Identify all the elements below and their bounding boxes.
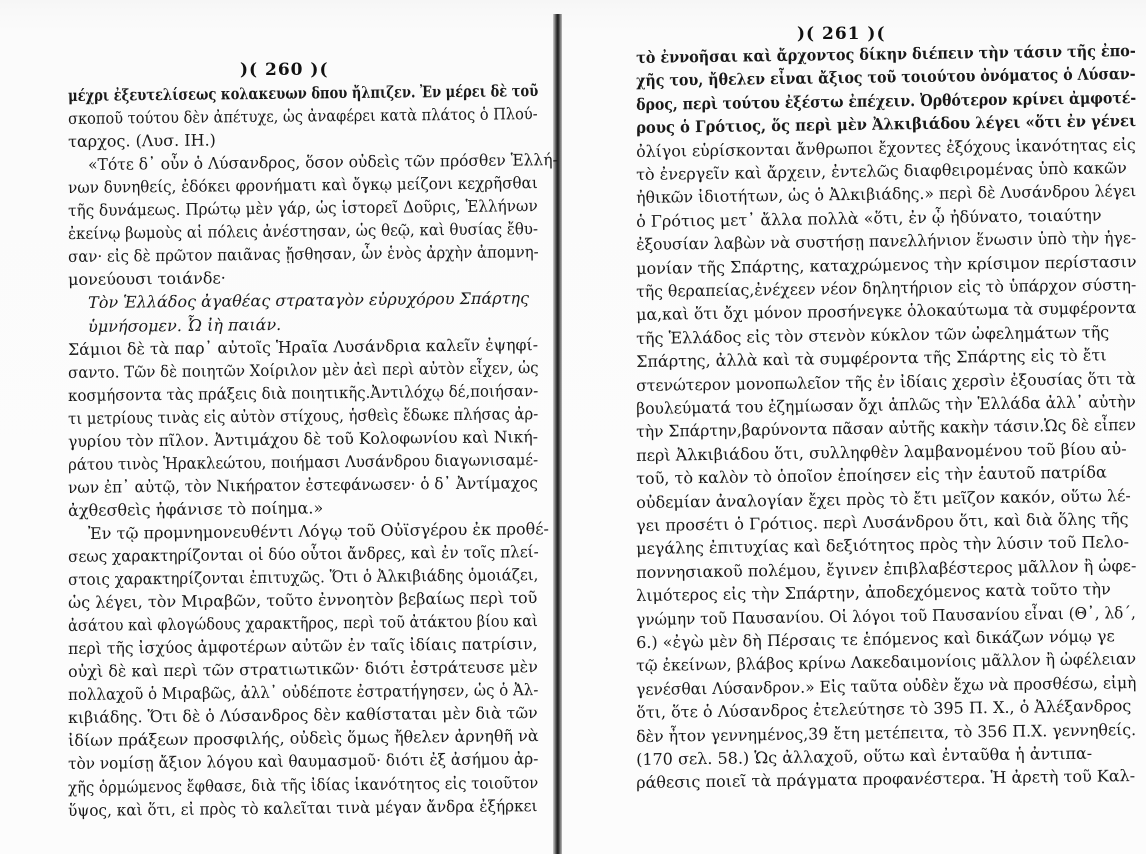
text-line: τῷ ἐκείνων, βλάβος κρίνω Λακεδαιμονίοις μᾶλλον ἢ ὠφέλειαν [636, 649, 1137, 676]
text-line: ἐξουσίαν λαβὼν νὰ συστήσῃ πανελλήνιον ἕνωσιν ὑπὸ τὴν ἡγε- [636, 228, 1137, 255]
text-line: λιμότερος εἰς τὴν Σπάρτην, ἀποδεχόμενος κατὰ τοῦτο τὴν [636, 579, 1111, 606]
text-line: χῆς του, ἤθελεν εἶναι ἄξιος τοῦ τοιούτου ὀνόματος ὁ Λύσαν- [636, 64, 1136, 91]
text-line: ὑμνήσομεν. Ὦ ἰὴ παιάν. [88, 314, 282, 336]
text-line: νων δυνηθείς, ἐδόκει φρονήματι καὶ ὄγκῳ μείζονι κεχρῆσθαι [68, 173, 538, 198]
text-line: ποννησιακοῦ πολέμου, ἔγινεν ἐπιβλαβέστερος μᾶλλον ἢ ὠφε- [636, 555, 1137, 582]
text-line: σαν· εἰς δὲ πρῶτον παιᾶνας ᾔσθησαν, ὧν ἑνὸς ἀρχὴν ἀπομνη- [68, 242, 539, 267]
text-line: ἐκείνῳ βωμοὺς αἱ πόλεις ἀνέστησαν, ὡς θεῷ, καὶ θυσίας ἔθυ- [68, 219, 539, 244]
text-line: σαντο. Τῶν δὲ ποιητῶν Χοίριλον μὲν ἀεὶ περὶ αὐτὸν εἶχεν, ὡς [68, 357, 539, 382]
text-line: μεγάλης ἐπιτυχίας καὶ δεξιότητος πρὸς τὴν λύσιν τοῦ Πελο- [636, 532, 1130, 559]
text-line: Ἐν τῷ προμνημονευθέντι Λόγῳ τοῦ Οὐϊσγέρου ἐκ προθέ- [88, 519, 550, 543]
text-line: ταρχος. (Λυσ. ΙΗ.) [68, 130, 216, 152]
text-line: Τὸν Ἑλλάδος ἀγαθέας στραταγὸν εὐρυχόρου Σπάρτης [88, 288, 530, 313]
text-line: κοσμήσοντα τὰς πράξεις διὰ ποιητικῆς.Ἀντιλόχῳ δέ,ποιήσαν- [68, 380, 539, 405]
text-line: ἀχθεσθεὶς ἠφάνισε τὸ ποίημα.» [68, 498, 324, 520]
text-line: ἀσάτου καὶ φλογώδους χαρακτῆρος, περὶ τοῦ ἀτάκτου βίου καὶ [68, 611, 538, 636]
text-line: κιβιάδης. Ὅτι δὲ ὁ Λύσανδρος δὲν καθίσταται μὲν διὰ τῶν [68, 703, 538, 728]
right-page [562, 0, 1146, 854]
text-line: ἰδίων πράξεων προσφιλής, οὐδεὶς ὅμως ἤθελεν ἀρνηθῆ νὰ [68, 726, 539, 751]
text-line: χῆς ὁρμώμενος ἔφθασε, διὰ τῆς ἰδίας ἱκανότητος εἰς τοιοῦτον [68, 772, 539, 797]
text-line: τὸ ἐνεργεῖν καὶ ἄρχειν, ἐντελῶς διαφθειρομένας ὑπὸ κακῶν [636, 158, 1127, 184]
text-line: ράθεσις ποιεῖ τὰ πράγματα προφανέστερα. Ἡ ἀρετὴ τοῦ Καλ- [636, 766, 1136, 793]
left-page-number: )( 260 )( [240, 60, 329, 80]
text-line: οὐχὶ δὲ καὶ περὶ τῶν στρατιωτικῶν· διότι ἐστράτευσε μὲν [68, 657, 538, 682]
text-line: νων ἐπ᾽ αὐτῷ, τὸν Νικήρατον ἐστεφάνωσεν· ὁ δ᾽ Ἀντίμαχος [68, 472, 538, 497]
text-line: γνώμην τοῦ Παυσανίου. Οἱ λόγοι τοῦ Παυσανίου εἶναι (Θ᾽, λδ΄, [636, 602, 1136, 629]
text-line: τῆς Ἑλλάδος εἰς τὸν στενὸν κύκλον τῶν ὠφελημάτων τῆς [636, 322, 1110, 348]
text-line: μέχρι ἐξευτελίσεως κολακευων δπου ἤλπιζεν. Ἐν μέρει δὲ τοῦ [68, 81, 539, 105]
text-line: (170 σελ. 58.) Ὡς ἀλλαχοῦ, οὕτω καὶ ἐνταῦθα ἡ ἀντιπα- [636, 743, 1093, 769]
text-line: τι μετρίους τινὰς εἰς αὐτὸν στίχους, ἡσθεὶς ἔδωκε πλήσας ἀρ- [68, 403, 539, 428]
text-line: στοις χαρακτηρίζονται ἐπιτυχῶς. Ὅτι ὁ Ἀλκιβιάδης ὁμοιάζει, [68, 565, 539, 590]
text-line: ὡς λέγει, τὸν Μιραβῶν, τοῦτο ἐννοητὸν βεβαίως περὶ τοῦ [68, 588, 538, 613]
text-line: τῆς δυνάμεως. Πρώτῳ μὲν γάρ, ὡς ἱστορεῖ Δοῦρις, Ἑλλήνων [68, 196, 538, 221]
text-line: ὅτι, ὅτε ὁ Λύσανδρος ἐτελεύτησε τὸ 395 Π. Χ., ὁ Ἀλέξανδρος [636, 696, 1132, 723]
text-line: 6.) «ἐγὼ μὲν δὴ Πέρσαις τε ἑπόμενος καὶ δικάζων νόμῳ γε [636, 626, 1115, 652]
text-line: γενέσθαι Λύσανδρον.» Εἰς ταῦτα οὐδὲν ἔχω νὰ προσθέσω, εἰμὴ [636, 672, 1137, 699]
text-line: δρος, περὶ τούτου ἐξέστω ἐπέχειν. Ὀρθότερον κρίνει ἀμφοτέ- [636, 87, 1137, 114]
left-page [0, 0, 560, 854]
text-line: μονίαν τῆς Σπάρτης, καταχρώμενος τὴν κρίσιμον περίστασιν [636, 251, 1137, 278]
text-line: γυρίου τὸν πῖλον. Ἀντιμάχου δὲ τοῦ Κολοφωνίου καὶ Νική- [68, 426, 539, 451]
text-line: βουλεύματά του ἐζημίωσαν ὄχι ἁπλῶς τὴν Ἑλλάδα ἀλλ᾽ αὐτὴν [636, 392, 1136, 418]
text-line: ὀλίγοι εὑρίσκονται ἄνθρωποι ἔχοντες ἐξόχους ἱκανότητας εἰς [636, 134, 1136, 161]
text-line: τῆς θεραπείας,ἐνέχεεν νέον δηλητήριον εἰς τὸ ὑπάρχον σύστη- [636, 275, 1137, 301]
text-line: περὶ Ἀλκιβιάδου ὅτι, συλληφθὲν λαμβανομένου τοῦ βίου αὐ- [636, 438, 1127, 465]
text-line: δὲν ἦτον γεννημένος,39 ἔτη μετέπειτα, τὸ 356 Π.Χ. γεννηθείς. [636, 719, 1137, 746]
text-line: «Τότε δ᾽ οὖν ὁ Λύσανδρος, ὅσον οὐδεὶς τῶν πρόσθεν Ἑλλή- [88, 150, 558, 175]
text-line: ἠθικῶν ἰδιοτήτων, ὡς ὁ Ἀλκιβιάδης.» περὶ δὲ Λυσάνδρου λέγει [636, 181, 1137, 208]
text-line: ρους ὁ Γρότιος, ὅς περὶ μὲν Ἀλκιβιάδου λέγει «ὅτι ἐν γένει [636, 111, 1137, 138]
text-line: τὸ ἐννοῆσαι καὶ ἄρχοντος δίκην διέπειν τὴν τάσιν τῆς ἐπο- [636, 41, 1136, 67]
text-line: τὴν Σπάρτην,βαρύνοντα πᾶσαν αὐτῆς κακὴν τάσιν.Ὡς δὲ εἶπεν [636, 415, 1137, 442]
text-line: πολλαχοῦ ὁ Μιραβῶς, ἀλλ᾽ οὐδέποτε ἐστρατήγησεν, ὡς ὁ Ἀλ- [68, 680, 539, 705]
text-line: Σάμιοι δὲ τὰ παρ᾽ αὐτοῖς Ἡραῖα Λυσάνδρια καλεῖν ἐψηφί- [68, 334, 539, 359]
text-line: στενώτερον μονοπωλεῖον τῆς ἐν ἰδίαις χερσὶν ἐξουσίας ὅτι τὰ [636, 368, 1136, 395]
right-page-number: )( 261 )( [797, 24, 886, 44]
text-line: σκοποῦ τούτου δὲν ἀπέτυχε, ὡς ἀναφέρει κατὰ πλάτος ὁ Πλού- [68, 104, 538, 129]
text-line: ὁ Γρότιος μετ᾽ ἄλλα πολλὰ «ὅτι, ἐν ᾧ ἠδύνατο, τοιαύτην [636, 205, 1102, 231]
text-line: ὕψος, καὶ ὅτι, εἰ πρὸς τὸ καλεῖται τινὰ μέγαν ἄνδρα ἐξήρκει [68, 795, 538, 820]
text-line: τὸν νομίσῃ ἄξιον λόγου καὶ θαυμασμοῦ· διότι ἐξ ἀσήμου ἀρ- [68, 749, 539, 774]
text-line: ράτου τινὸς Ἡρακλεώτου, ποιήμασι Λυσάνδρου διαγωνισαμέ- [68, 449, 539, 474]
text-line: τοῦ, τὸ καλὸν τὸ ὁποῖον ἐποίησεν εἰς τὴν ἑαυτοῦ πατρίδα [636, 462, 1107, 489]
text-line: οὐδεμίαν ἀναλογίαν ἔχει πρὸς τὸ ἔτι μεῖζον κακόν, οὕτω λέ- [636, 485, 1131, 512]
text-line: περὶ τῆς ἰσχύος ἀμφοτέρων αὐτῶν ἐν ταῖς ἰδίαις πατρίσιν, [68, 634, 538, 659]
text-line: μα,καὶ ὅτι ὄχι μόνον προσήνεγκε ὁλοκαύτωμα τὰ συμφέροντα [636, 298, 1137, 325]
text-line: γει προσέτι ὁ Γρότιος. περὶ Λυσάνδρου ὅτι, καὶ διὰ ὅλης τῆς [636, 509, 1129, 535]
text-line: σεως χαρακτηρίζονται οἱ δύο οὗτοι ἄνδρες, καὶ ἐν τοῖς πλεί- [68, 542, 539, 566]
text-line: μονεύουσι τοιάνδε· [68, 268, 226, 290]
text-line: Σπάρτης, ἀλλὰ καὶ τὰ συμφέροντα τῆς Σπάρτης εἰς τὸ ἔτι [636, 345, 1107, 372]
